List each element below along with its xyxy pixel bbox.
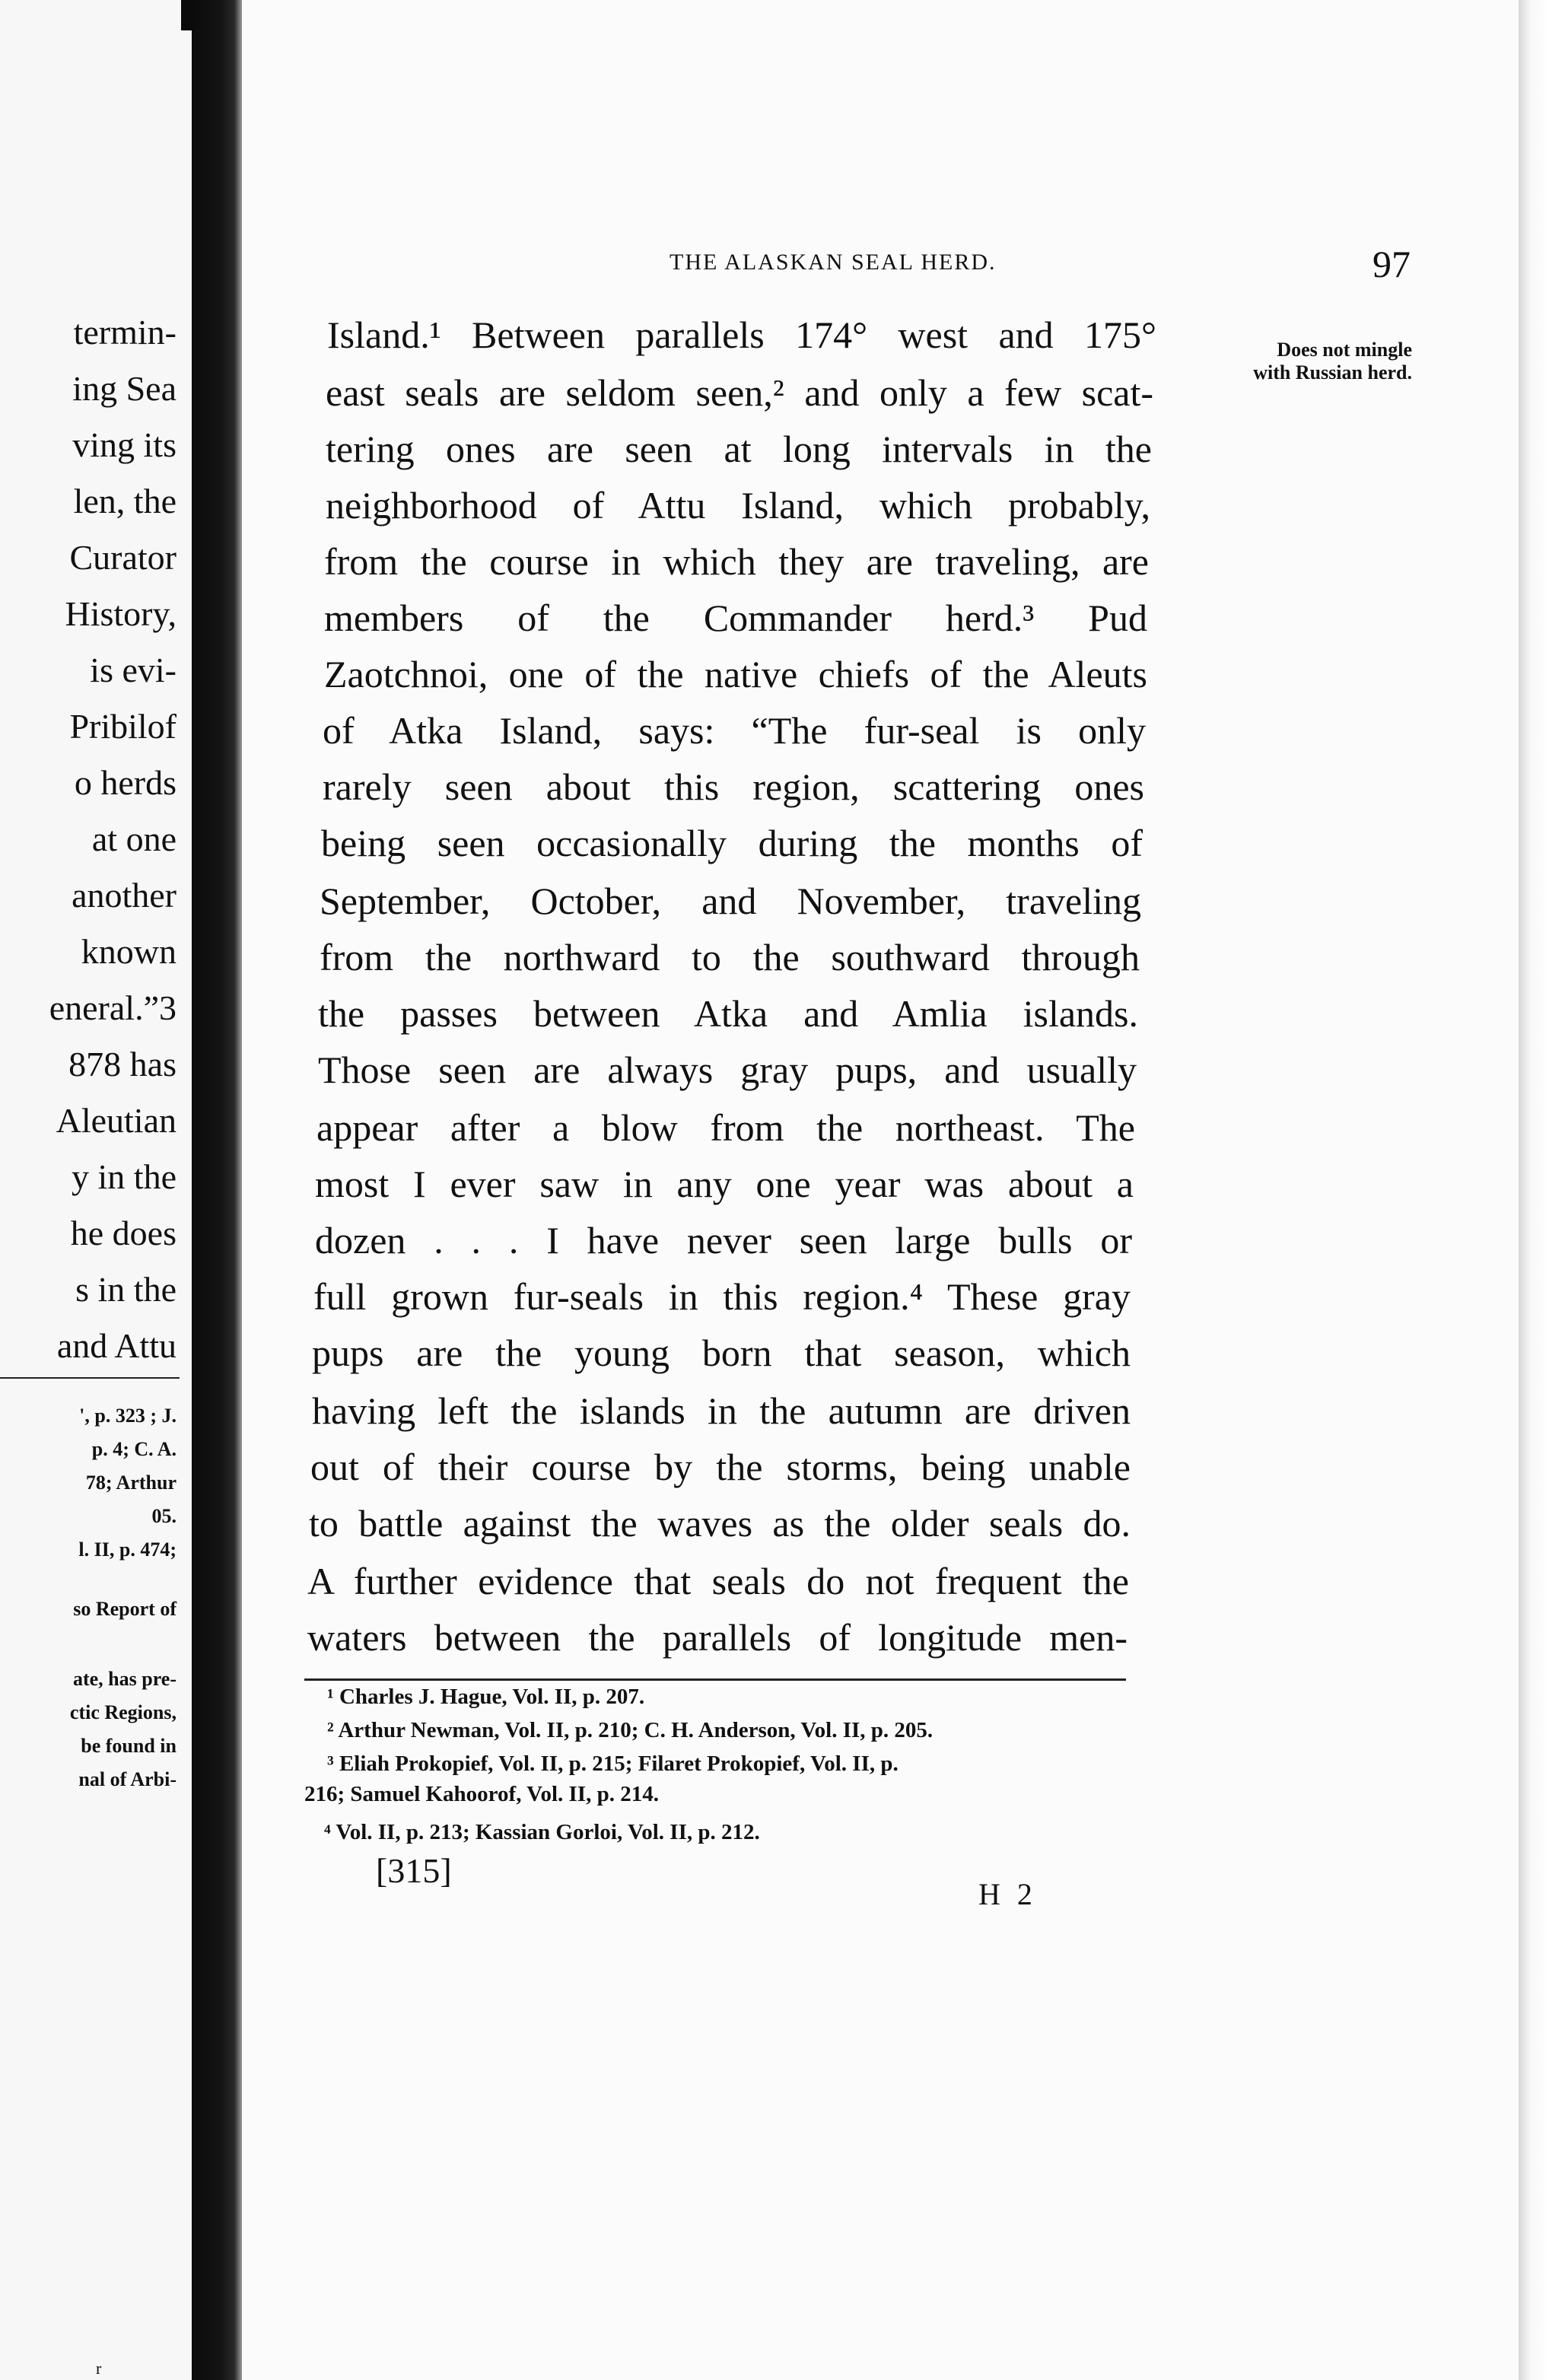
body-line: having left the islands in the autumn are driven — [312, 1389, 1131, 1432]
left-page-line: at one — [91, 819, 177, 858]
left-page-line: Aleutian — [56, 1101, 177, 1140]
body-line: from the course in which they are traveling, are — [324, 540, 1149, 583]
body-line: Those seen are always gray pups, and usually — [318, 1048, 1137, 1091]
body-line: A further evidence that seals do not frequent the — [307, 1560, 1129, 1602]
footnote-line: ¹ Charles J. Hague, Vol. II, p. 207. — [327, 1685, 645, 1709]
body-line: of Atka Island, says: “The fur-seal is only — [323, 709, 1146, 752]
left-page-note-line: ', p. 323 ; J. — [79, 1405, 177, 1427]
left-page-note-line: 78; Arthur — [85, 1472, 177, 1494]
body-line: full grown fur-seals in this region.⁴ These gray — [313, 1275, 1131, 1318]
body-line: the passes between Atka and Amlia islands. — [318, 992, 1138, 1035]
body-line: neighborhood of Attu Island, which probably, — [326, 484, 1150, 527]
body-line: September, October, and November, traveling — [320, 880, 1141, 922]
left-page-note-line: p. 4; C. A. — [91, 1438, 177, 1460]
body-line: from the northward to the southward through — [320, 936, 1140, 978]
body-line: Zaotchnoi, one of the native chiefs of the Aleuts — [324, 653, 1147, 695]
left-page-note-line: 05. — [151, 1505, 177, 1527]
left-page-line: and Attu — [56, 1326, 177, 1365]
body-line: most I ever saw in any one year was about a — [315, 1163, 1134, 1205]
left-page-line: termin- — [73, 313, 177, 352]
body-line: rarely seen about this region, scattering ones — [323, 765, 1144, 808]
left-page-line: y in the — [72, 1157, 177, 1196]
body-line: appear after a blow from the northeast. The — [316, 1106, 1135, 1149]
body-line: Island.¹ Between parallels 174° west and 175° — [327, 313, 1156, 356]
margin-note-line: Does not mingle — [1277, 339, 1412, 361]
left-page-line: he does — [70, 1214, 177, 1252]
left-page-line: eneral.”3 — [49, 988, 177, 1027]
body-line: to battle against the waves as the older seals do. — [309, 1502, 1131, 1545]
footnote-rule — [304, 1678, 1126, 1681]
body-line: members of the Commander herd.³ Pud — [324, 597, 1147, 639]
page-number: 97 — [1372, 243, 1411, 285]
left-page-line: Pribilof — [69, 707, 177, 746]
body-line: waters between the parallels of longitude men- — [307, 1616, 1128, 1659]
body-line: dozen . . . I have never seen large bulls or — [315, 1219, 1132, 1262]
left-page-line: len, the — [73, 482, 177, 520]
left-footnote-rule — [0, 1377, 180, 1379]
previous-page-fragment — [0, 0, 190, 2380]
left-page-note-line: ctic Regions, — [69, 1701, 177, 1723]
footnote-line: ² Arthur Newman, Vol. II, p. 210; C. H. Anderson, Vol. II, p. 205. — [327, 1718, 934, 1742]
left-page-note-line: so Report of — [73, 1598, 177, 1620]
left-page-line: is evi- — [90, 651, 177, 689]
footnote-line: 216; Samuel Kahoorof, Vol. II, p. 214. — [304, 1782, 659, 1806]
body-line: pups are the young born that season, which — [312, 1332, 1131, 1374]
signature-number: [315] — [376, 1851, 452, 1890]
signature-mark: H 2 — [978, 1877, 1037, 1911]
body-line: out of their course by the storms, being unable — [310, 1446, 1131, 1488]
left-page-line: 878 has — [68, 1045, 177, 1083]
left-page-line: another — [72, 876, 177, 915]
left-page-line: History, — [65, 594, 177, 633]
binding-gutter — [192, 0, 242, 2380]
left-page-note-line: be found in — [81, 1735, 177, 1757]
body-line: east seals are seldom seen,² and only a few scat- — [326, 371, 1153, 414]
body-line: tering ones are seen at long intervals in the — [326, 428, 1152, 470]
left-bottom-mark: r — [96, 2359, 102, 2378]
left-page-line: Curator — [69, 538, 177, 577]
left-page-line: ving its — [72, 425, 177, 464]
left-page-line: known — [81, 932, 177, 971]
left-page-note-line: l. II, p. 474; — [78, 1538, 177, 1561]
left-page-line: ing Sea — [72, 369, 177, 408]
left-page-note-line: nal of Arbi- — [78, 1768, 177, 1790]
left-page-note-line: ate, has pre- — [72, 1668, 177, 1690]
footnote-line: ³ Eliah Prokopief, Vol. II, p. 215; Filaret Prokopief, Vol. II, p. — [327, 1752, 899, 1776]
footnote-line: ⁴ Vol. II, p. 213; Kassian Gorloi, Vol. II, p. 212. — [324, 1820, 760, 1844]
body-line: being seen occasionally during the months of — [321, 822, 1143, 864]
margin-note-line: with Russian herd. — [1253, 361, 1412, 383]
running-head: THE ALASKAN SEAL HERD. — [670, 250, 997, 275]
page-edge — [1519, 0, 1549, 2380]
left-page-line: o herds — [74, 763, 177, 802]
left-page-line: s in the — [75, 1270, 177, 1309]
